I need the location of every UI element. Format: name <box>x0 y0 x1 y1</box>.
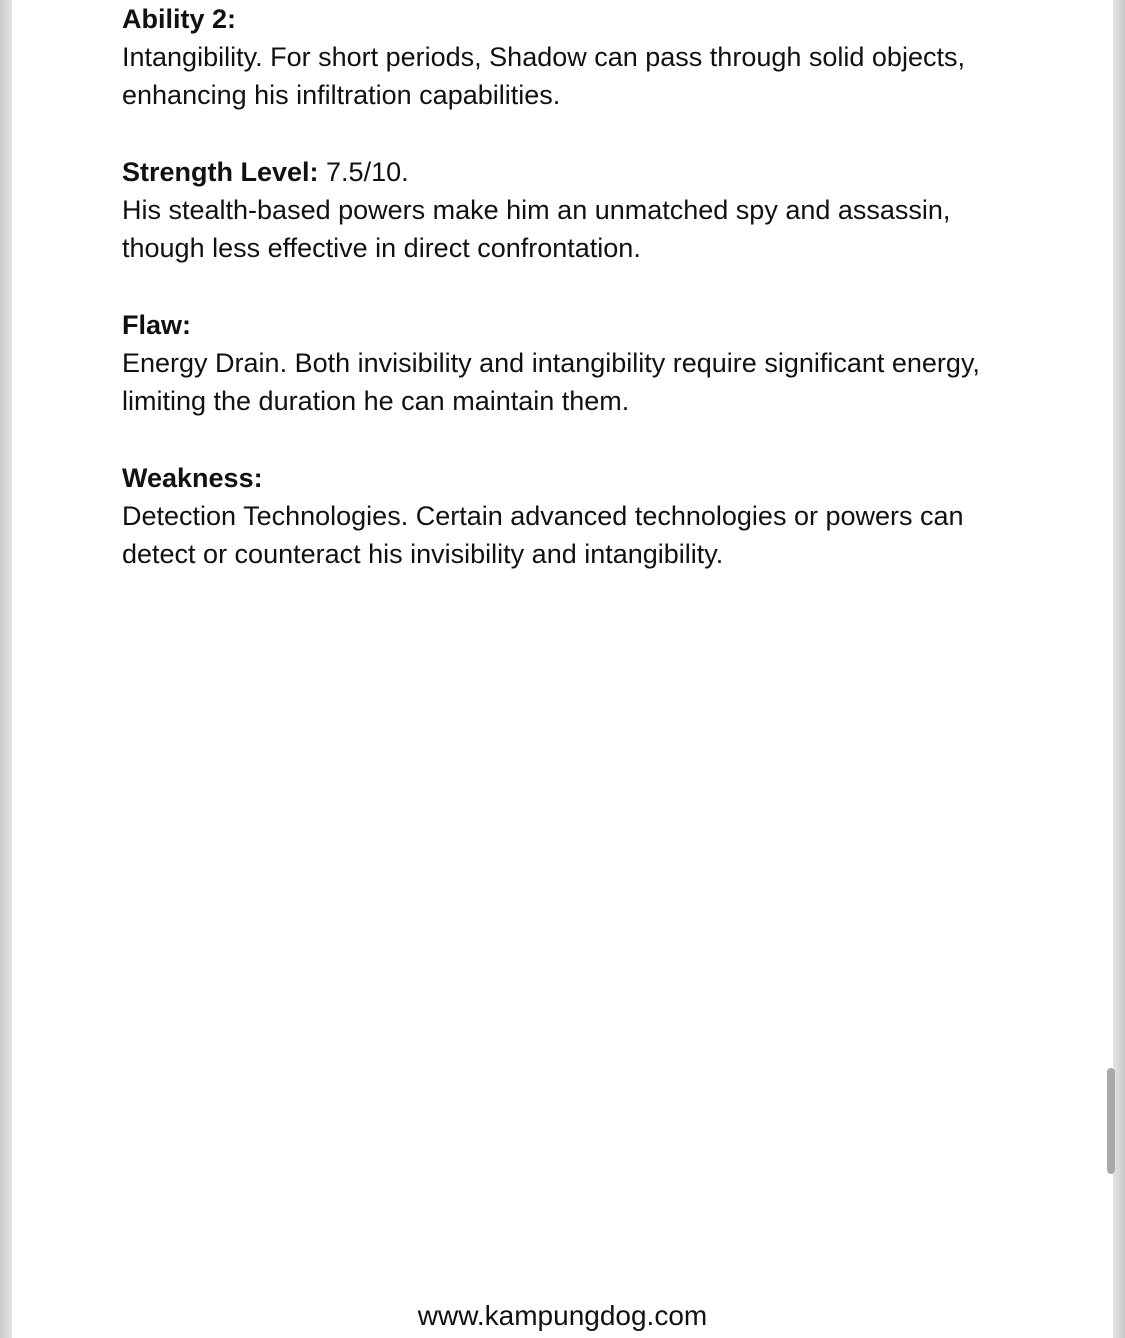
footer-url: www.kampungdog.com <box>417 1300 708 1331</box>
section-heading-line <box>122 0 1002 38</box>
section-body: Detection Technologies. Certain advanced technologies or powers can detect or counteract his invisibility and intangibility. <box>122 501 964 569</box>
section-flaw <box>122 306 1002 420</box>
section-body: Energy Drain. Both invisibility and intangibility require significant energy, limiting the duration he can maintain them. <box>122 348 980 416</box>
section-heading: Flaw: <box>122 310 192 340</box>
window-frame-left <box>0 0 12 1338</box>
section-heading-line <box>122 459 1002 497</box>
section-body: Intangibility. For short periods, Shadow can pass through solid objects, enhancing his infiltration capabilities. <box>122 42 965 110</box>
document-content <box>122 0 1002 612</box>
section-heading-line <box>122 153 1002 191</box>
section-body: His stealth-based powers make him an unmatched spy and assassin, though less effective in direct confrontation. <box>122 195 951 263</box>
section-ability-2 <box>122 0 1002 114</box>
section-heading: Strength Level: <box>122 157 319 187</box>
section-weakness <box>122 459 1002 573</box>
section-inline-value: 7.5/10. <box>318 157 409 187</box>
document-page <box>12 0 1113 1338</box>
section-strength-level <box>122 153 1002 267</box>
section-heading: Weakness: <box>122 463 263 493</box>
section-heading-line <box>122 306 1002 344</box>
vertical-scrollbar-thumb[interactable] <box>1107 1068 1115 1174</box>
section-heading: Ability 2: <box>122 4 237 34</box>
